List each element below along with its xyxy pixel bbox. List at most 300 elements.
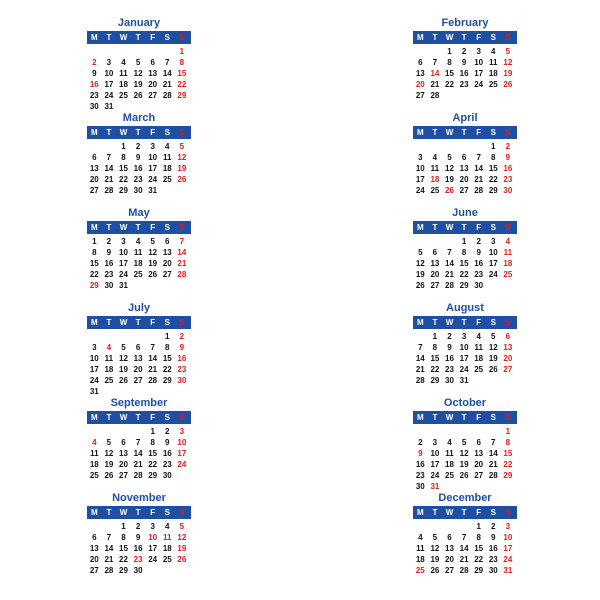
day-cell: 5 bbox=[432, 533, 438, 542]
weekday-label: W bbox=[119, 33, 128, 42]
day-cell: 7 bbox=[179, 237, 185, 246]
weekday-label: T bbox=[461, 128, 467, 137]
day-cell: 23 bbox=[503, 175, 513, 184]
weekday-label: F bbox=[150, 223, 156, 232]
day-cell: 30 bbox=[474, 281, 484, 290]
day-cell: 27 bbox=[89, 186, 99, 195]
day-cell: 14 bbox=[488, 449, 498, 458]
day-cell: 15 bbox=[148, 449, 158, 458]
day-cell: 6 bbox=[150, 58, 155, 67]
day-cell: 9 bbox=[476, 248, 481, 257]
day-cell: 16 bbox=[162, 449, 172, 458]
day-cell: 25 bbox=[474, 365, 484, 374]
weekday-label: W bbox=[445, 413, 454, 422]
day-cell: 7 bbox=[106, 533, 112, 542]
day-cell: 26 bbox=[119, 376, 128, 385]
day-cell: 26 bbox=[415, 281, 425, 290]
day-cell: 23 bbox=[474, 270, 484, 279]
day-cell: 11 bbox=[430, 164, 440, 173]
days-grid bbox=[87, 426, 191, 481]
day-cell: 12 bbox=[488, 343, 498, 352]
weekday-label: S bbox=[164, 413, 170, 422]
day-cell: 10 bbox=[177, 438, 187, 447]
empty-day-cell bbox=[486, 426, 501, 437]
day-cell: 18 bbox=[119, 80, 128, 89]
weekday-header bbox=[87, 31, 191, 44]
day-cell: 11 bbox=[163, 153, 172, 162]
day-cell: 25 bbox=[503, 270, 513, 279]
day-cell: 12 bbox=[430, 544, 440, 553]
empty-day-cell bbox=[102, 46, 117, 57]
day-cell: 25 bbox=[104, 376, 114, 385]
weekday-label: S bbox=[490, 508, 496, 517]
day-cell: 30 bbox=[445, 376, 454, 385]
day-cell: 28 bbox=[162, 91, 172, 100]
weekday-label: T bbox=[106, 128, 112, 137]
days-grid bbox=[413, 521, 517, 576]
day-cell: 15 bbox=[503, 449, 513, 458]
day-cell: 22 bbox=[162, 365, 172, 374]
day-cell: 24 bbox=[148, 555, 158, 564]
day-cell: 12 bbox=[148, 248, 158, 257]
day-cell: 27 bbox=[445, 566, 454, 575]
day-cell: 19 bbox=[445, 175, 454, 184]
day-cell: 19 bbox=[133, 80, 143, 89]
day-cell: 12 bbox=[445, 164, 454, 173]
day-cell: 25 bbox=[488, 80, 498, 89]
day-cell: 13 bbox=[89, 544, 99, 553]
day-cell: 29 bbox=[503, 471, 513, 480]
day-cell: 19 bbox=[415, 270, 425, 279]
day-cell: 13 bbox=[119, 449, 128, 458]
empty-day-cell bbox=[442, 141, 457, 152]
day-cell: 4 bbox=[432, 153, 438, 162]
weekday-label: W bbox=[119, 318, 128, 327]
day-cell: 7 bbox=[461, 533, 467, 542]
day-cell: 8 bbox=[150, 438, 155, 447]
day-cell: 12 bbox=[119, 354, 128, 363]
day-cell: 10 bbox=[148, 153, 158, 162]
weekday-label: S bbox=[179, 318, 185, 327]
month-title: March bbox=[122, 112, 156, 124]
day-cell: 28 bbox=[177, 270, 187, 279]
day-cell: 14 bbox=[445, 259, 454, 268]
empty-day-cell bbox=[87, 426, 102, 437]
day-cell: 26 bbox=[503, 80, 513, 89]
day-cell: 23 bbox=[89, 91, 99, 100]
day-cell: 22 bbox=[459, 270, 469, 279]
day-cell: 18 bbox=[133, 259, 143, 268]
weekday-label: W bbox=[119, 508, 128, 517]
day-cell: 19 bbox=[503, 69, 513, 78]
empty-day-cell bbox=[457, 141, 472, 152]
day-cell: 24 bbox=[488, 270, 498, 279]
day-cell: 14 bbox=[415, 354, 425, 363]
day-cell: 4 bbox=[491, 47, 496, 56]
day-cell: 28 bbox=[104, 186, 114, 195]
day-cell: 23 bbox=[445, 365, 454, 374]
empty-day-cell bbox=[413, 521, 428, 532]
day-cell: 28 bbox=[459, 566, 469, 575]
empty-day-cell bbox=[428, 236, 443, 247]
day-cell: 9 bbox=[179, 343, 185, 352]
day-cell: 21 bbox=[148, 365, 158, 374]
month-october bbox=[413, 395, 517, 492]
empty-day-cell bbox=[471, 426, 486, 437]
day-cell: 3 bbox=[491, 237, 496, 246]
day-cell: 9 bbox=[92, 69, 97, 78]
day-cell: 19 bbox=[459, 460, 469, 469]
weekday-header bbox=[87, 221, 191, 234]
day-cell: 15 bbox=[430, 354, 440, 363]
day-cell: 11 bbox=[133, 248, 143, 257]
day-cell: 1 bbox=[179, 47, 185, 56]
day-cell: 3 bbox=[150, 522, 155, 531]
day-cell: 14 bbox=[162, 69, 172, 78]
weekday-label: S bbox=[490, 128, 496, 137]
day-cell: 2 bbox=[165, 427, 170, 436]
day-cell: 7 bbox=[135, 438, 141, 447]
weekday-header bbox=[87, 411, 191, 424]
day-cell: 30 bbox=[104, 281, 114, 290]
weekday-header bbox=[413, 411, 517, 424]
weekday-label: M bbox=[90, 223, 98, 232]
empty-day-cell bbox=[102, 426, 117, 437]
day-cell: 27 bbox=[430, 281, 440, 290]
day-cell: 20 bbox=[89, 555, 99, 564]
weekday-label: S bbox=[164, 128, 170, 137]
day-cell: 13 bbox=[430, 259, 440, 268]
day-cell: 5 bbox=[461, 438, 467, 447]
day-cell: 1 bbox=[121, 142, 126, 151]
day-cell: 17 bbox=[177, 449, 187, 458]
empty-day-cell bbox=[102, 141, 117, 152]
day-cell: 30 bbox=[133, 186, 143, 195]
day-cell: 29 bbox=[119, 566, 128, 575]
day-cell: 21 bbox=[162, 80, 172, 89]
weekday-label: F bbox=[476, 508, 482, 517]
day-cell: 9 bbox=[461, 58, 467, 67]
weekday-label: F bbox=[150, 413, 156, 422]
day-cell: 21 bbox=[133, 460, 143, 469]
day-cell: 29 bbox=[488, 186, 498, 195]
day-cell: 1 bbox=[150, 427, 155, 436]
day-cell: 8 bbox=[476, 533, 481, 542]
day-cell: 9 bbox=[418, 449, 423, 458]
day-cell: 28 bbox=[148, 376, 158, 385]
day-cell: 20 bbox=[119, 460, 128, 469]
weekday-header bbox=[413, 316, 517, 329]
weekday-label: T bbox=[106, 223, 112, 232]
empty-day-cell bbox=[87, 46, 102, 57]
day-cell: 18 bbox=[488, 69, 498, 78]
day-cell: 6 bbox=[432, 248, 438, 257]
weekday-label: S bbox=[490, 223, 496, 232]
day-cell: 7 bbox=[165, 58, 170, 67]
day-cell: 27 bbox=[148, 91, 158, 100]
empty-day-cell bbox=[87, 521, 102, 532]
weekday-label: F bbox=[476, 413, 482, 422]
day-cell: 20 bbox=[459, 175, 469, 184]
month-august bbox=[413, 300, 517, 386]
day-cell: 12 bbox=[133, 69, 143, 78]
day-cell: 17 bbox=[488, 259, 498, 268]
day-cell: 30 bbox=[415, 482, 425, 491]
weekday-header bbox=[87, 506, 191, 519]
day-cell: 1 bbox=[432, 332, 438, 341]
day-cell: 24 bbox=[459, 365, 469, 374]
day-cell: 28 bbox=[474, 186, 484, 195]
days-grid bbox=[413, 236, 517, 291]
day-cell: 9 bbox=[447, 343, 452, 352]
weekday-label: W bbox=[119, 223, 128, 232]
day-cell: 29 bbox=[148, 471, 158, 480]
day-cell: 7 bbox=[150, 343, 155, 352]
empty-day-cell bbox=[428, 46, 443, 57]
weekday-label: W bbox=[445, 318, 454, 327]
weekday-label: F bbox=[476, 128, 482, 137]
day-cell: 13 bbox=[459, 164, 469, 173]
month-may bbox=[87, 205, 191, 291]
day-cell: 18 bbox=[445, 460, 454, 469]
day-cell: 21 bbox=[430, 80, 440, 89]
day-cell: 20 bbox=[474, 460, 484, 469]
day-cell: 24 bbox=[503, 555, 513, 564]
day-cell: 28 bbox=[415, 376, 425, 385]
day-cell: 25 bbox=[119, 91, 128, 100]
weekday-label: T bbox=[432, 318, 438, 327]
day-cell: 16 bbox=[177, 354, 187, 363]
day-cell: 2 bbox=[135, 142, 141, 151]
empty-day-cell bbox=[442, 236, 457, 247]
day-cell: 25 bbox=[162, 175, 172, 184]
day-cell: 11 bbox=[119, 69, 128, 78]
weekday-label: W bbox=[445, 508, 454, 517]
month-title: September bbox=[110, 397, 168, 409]
weekday-label: S bbox=[505, 413, 511, 422]
day-cell: 23 bbox=[104, 270, 114, 279]
weekday-label: T bbox=[135, 318, 141, 327]
weekday-label: M bbox=[416, 508, 424, 517]
weekday-label: T bbox=[106, 413, 112, 422]
day-cell: 16 bbox=[133, 544, 143, 553]
day-cell: 18 bbox=[162, 164, 172, 173]
weekday-label: T bbox=[135, 223, 141, 232]
weekday-label: F bbox=[476, 33, 482, 42]
day-cell: 19 bbox=[430, 555, 440, 564]
day-cell: 4 bbox=[165, 522, 170, 531]
month-april bbox=[413, 110, 517, 196]
day-cell: 27 bbox=[162, 270, 172, 279]
day-cell: 20 bbox=[148, 80, 158, 89]
day-cell: 15 bbox=[177, 69, 187, 78]
empty-day-cell bbox=[87, 331, 102, 342]
day-cell: 10 bbox=[119, 248, 128, 257]
day-cell: 12 bbox=[459, 449, 469, 458]
day-cell: 18 bbox=[415, 555, 425, 564]
day-cell: 4 bbox=[418, 533, 423, 542]
weekday-label: S bbox=[505, 128, 511, 137]
weekday-label: S bbox=[179, 508, 185, 517]
day-cell: 31 bbox=[119, 281, 128, 290]
month-june bbox=[413, 205, 517, 291]
day-cell: 1 bbox=[92, 237, 97, 246]
day-cell: 26 bbox=[459, 471, 469, 480]
day-cell: 8 bbox=[505, 438, 511, 447]
day-cell: 22 bbox=[474, 555, 484, 564]
weekday-label: T bbox=[461, 413, 467, 422]
weekday-label: M bbox=[416, 223, 424, 232]
day-cell: 2 bbox=[447, 332, 452, 341]
weekday-label: M bbox=[416, 413, 424, 422]
day-cell: 24 bbox=[430, 471, 440, 480]
day-cell: 6 bbox=[461, 153, 467, 162]
day-cell: 16 bbox=[89, 80, 99, 89]
weekday-label: T bbox=[135, 508, 141, 517]
day-cell: 23 bbox=[133, 555, 143, 564]
day-cell: 15 bbox=[119, 544, 128, 553]
day-cell: 3 bbox=[150, 142, 155, 151]
day-cell: 21 bbox=[177, 259, 187, 268]
weekday-label: F bbox=[476, 223, 482, 232]
day-cell: 3 bbox=[476, 47, 481, 56]
day-cell: 12 bbox=[415, 259, 425, 268]
day-cell: 26 bbox=[430, 566, 440, 575]
day-cell: 2 bbox=[476, 237, 481, 246]
day-cell: 19 bbox=[488, 354, 498, 363]
day-cell: 19 bbox=[119, 365, 128, 374]
day-cell: 10 bbox=[104, 69, 114, 78]
day-cell: 16 bbox=[133, 164, 143, 173]
weekday-label: T bbox=[106, 33, 112, 42]
weekday-label: W bbox=[119, 128, 128, 137]
day-cell: 22 bbox=[430, 365, 440, 374]
day-cell: 21 bbox=[104, 175, 114, 184]
day-cell: 5 bbox=[447, 153, 452, 162]
day-cell: 15 bbox=[89, 259, 99, 268]
day-cell: 14 bbox=[148, 354, 158, 363]
day-cell: 2 bbox=[461, 47, 467, 56]
month-title: December bbox=[438, 492, 492, 504]
weekday-header bbox=[87, 316, 191, 329]
weekday-label: T bbox=[106, 318, 112, 327]
day-cell: 26 bbox=[133, 91, 143, 100]
day-cell: 26 bbox=[148, 270, 158, 279]
day-cell: 31 bbox=[104, 102, 114, 111]
day-cell: 10 bbox=[415, 164, 425, 173]
day-cell: 1 bbox=[121, 522, 126, 531]
day-cell: 10 bbox=[89, 354, 99, 363]
day-cell: 15 bbox=[445, 69, 454, 78]
empty-day-cell bbox=[116, 426, 131, 437]
month-title: November bbox=[112, 492, 166, 504]
empty-day-cell bbox=[428, 141, 443, 152]
weekday-label: M bbox=[90, 33, 98, 42]
day-cell: 14 bbox=[459, 544, 469, 553]
day-cell: 15 bbox=[474, 544, 484, 553]
day-cell: 28 bbox=[104, 566, 114, 575]
day-cell: 9 bbox=[491, 533, 496, 542]
day-cell: 30 bbox=[503, 186, 513, 195]
day-cell: 1 bbox=[476, 522, 481, 531]
month-title: August bbox=[446, 302, 484, 314]
empty-day-cell bbox=[131, 331, 146, 342]
day-cell: 5 bbox=[179, 142, 185, 151]
day-cell: 10 bbox=[474, 58, 484, 67]
day-cell: 23 bbox=[133, 175, 143, 184]
empty-day-cell bbox=[87, 141, 102, 152]
empty-day-cell bbox=[442, 521, 457, 532]
weekday-label: W bbox=[119, 413, 128, 422]
day-cell: 2 bbox=[106, 237, 112, 246]
empty-day-cell bbox=[102, 331, 117, 342]
day-cell: 24 bbox=[177, 460, 187, 469]
day-cell: 8 bbox=[491, 153, 496, 162]
weekday-header bbox=[413, 221, 517, 234]
day-cell: 20 bbox=[445, 555, 454, 564]
day-cell: 13 bbox=[415, 69, 425, 78]
weekday-label: M bbox=[90, 508, 98, 517]
day-cell: 3 bbox=[432, 438, 438, 447]
month-title: January bbox=[117, 17, 161, 29]
day-cell: 1 bbox=[491, 142, 496, 151]
day-cell: 10 bbox=[430, 449, 440, 458]
day-cell: 23 bbox=[177, 365, 187, 374]
day-cell: 28 bbox=[488, 471, 498, 480]
days-grid bbox=[413, 141, 517, 196]
day-cell: 18 bbox=[474, 354, 484, 363]
empty-day-cell bbox=[413, 426, 428, 437]
weekday-label: T bbox=[432, 413, 438, 422]
day-cell: 4 bbox=[165, 142, 170, 151]
weekday-label: S bbox=[179, 128, 185, 137]
day-cell: 7 bbox=[432, 58, 438, 67]
weekday-label: F bbox=[150, 128, 156, 137]
day-cell: 9 bbox=[505, 153, 511, 162]
day-cell: 15 bbox=[162, 354, 172, 363]
weekday-label: T bbox=[432, 33, 438, 42]
day-cell: 21 bbox=[488, 460, 498, 469]
day-cell: 14 bbox=[104, 544, 114, 553]
day-cell: 9 bbox=[165, 438, 170, 447]
day-cell: 26 bbox=[177, 555, 187, 564]
day-cell: 6 bbox=[505, 332, 511, 341]
day-cell: 30 bbox=[133, 566, 143, 575]
day-cell: 22 bbox=[503, 460, 513, 469]
weekday-label: T bbox=[135, 413, 141, 422]
day-cell: 22 bbox=[445, 80, 454, 89]
day-cell: 29 bbox=[177, 91, 187, 100]
weekday-header bbox=[413, 126, 517, 139]
day-cell: 18 bbox=[104, 365, 114, 374]
weekday-label: W bbox=[445, 128, 454, 137]
empty-day-cell bbox=[131, 46, 146, 57]
day-cell: 31 bbox=[430, 482, 440, 491]
weekday-label: S bbox=[505, 508, 511, 517]
month-february bbox=[413, 15, 517, 101]
day-cell: 7 bbox=[418, 343, 423, 352]
empty-day-cell bbox=[442, 426, 457, 437]
day-cell: 25 bbox=[133, 270, 143, 279]
day-cell: 3 bbox=[505, 522, 511, 531]
day-cell: 22 bbox=[488, 175, 498, 184]
day-cell: 6 bbox=[121, 438, 126, 447]
day-cell: 24 bbox=[104, 91, 114, 100]
days-grid bbox=[413, 331, 517, 386]
day-cell: 6 bbox=[92, 533, 97, 542]
day-cell: 18 bbox=[503, 259, 513, 268]
weekday-header bbox=[413, 31, 517, 44]
